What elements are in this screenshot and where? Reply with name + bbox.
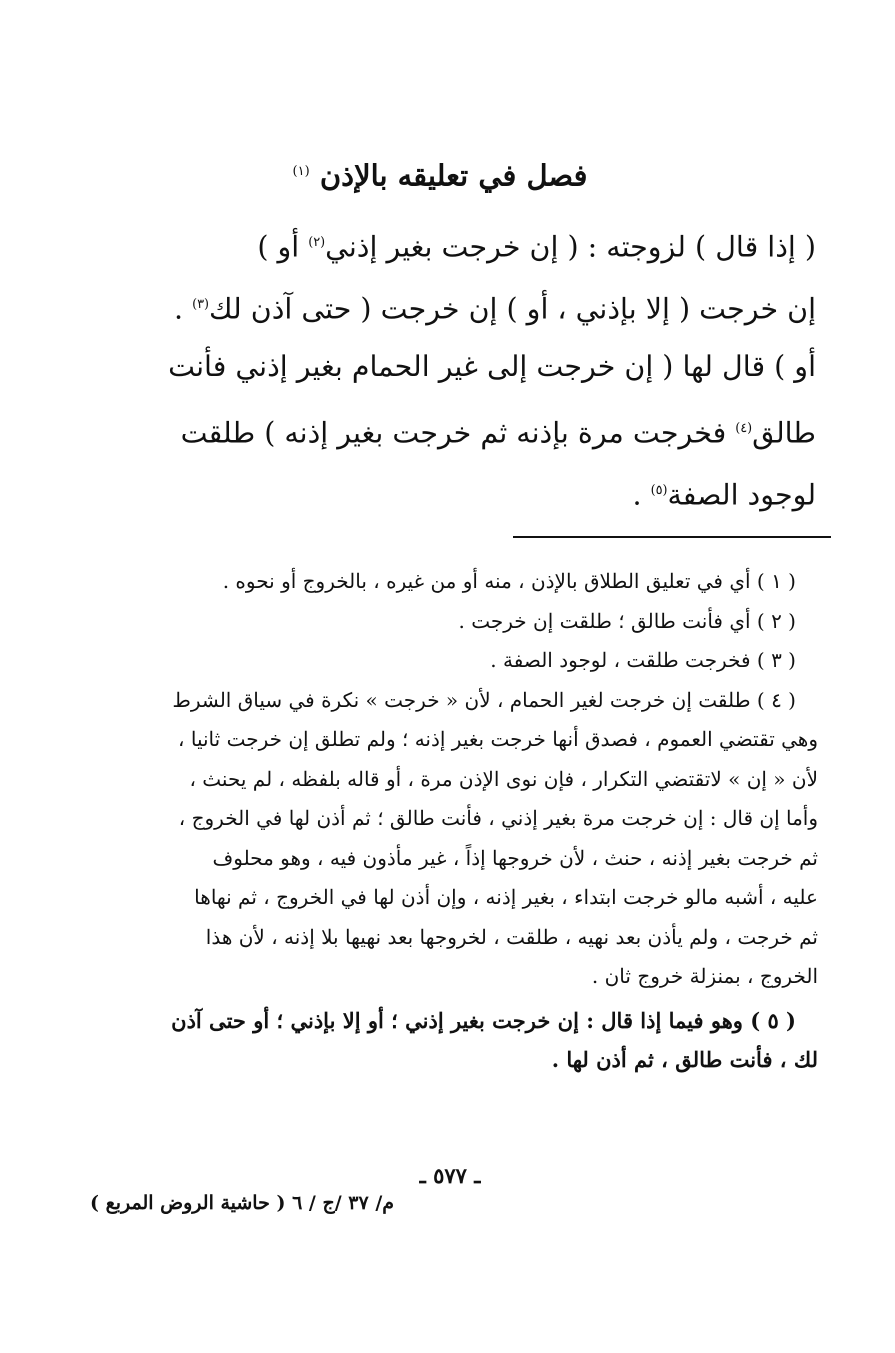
footnote-1 — [98, 562, 818, 602]
footnote-line: ( ٢ ) أي فأنت طالق ؛ طلقت إن خرجت . — [458, 608, 796, 633]
footnote-marker: (٥) — [650, 483, 668, 498]
footnotes — [98, 562, 818, 1080]
printer-signature: م/ ٣٧ /ج / ٦ ( حاشية الروض المربع ) — [90, 1192, 395, 1214]
footnote-3 — [98, 641, 818, 681]
footnote-marker: (٣) — [192, 297, 210, 312]
footnote-line: عليه ، أشبه مالو خرجت ابتداء ، بغير إذنه ، وإن أذن لها في الخروج ، ثم نهاها — [194, 885, 818, 909]
main-line: أو ) قال لها ( إن خرجت إلى غير الحمام بغير إذني فأنت — [168, 350, 816, 383]
footnote-marker: (٢) — [308, 235, 326, 250]
footnote-line: ( ٤ ) طلقت إن خرجت لغير الحمام ، لأن « خرجت » نكرة في سياق الشرط — [172, 687, 796, 712]
footnote-line: ( ٥ ) وهو فيما إذا قال : إن خرجت بغير إذني ؛ أو إلا بإذني ؛ أو حتى آذن — [171, 1007, 796, 1033]
footnote-line: وهي تقتضي العموم ، فصدق أنها خرجت بغير إذنه ؛ ولم تطلق إن خرجت ثانيا ، — [178, 727, 818, 751]
footnote-4 — [98, 681, 818, 997]
footnote-line: لك ، فأنت طالق ، ثم أذن لها . — [551, 1047, 818, 1072]
main-line: لوجود الصفة$^{(٥)}$ . — [632, 478, 816, 512]
main-text — [100, 212, 816, 522]
footnote-line: ( ٣ ) فخرجت طلقت ، لوجود الصفة . — [490, 648, 796, 672]
section-heading — [200, 150, 680, 198]
heading-footnote-marker: (١) — [292, 164, 310, 179]
footnote-line: ( ١ ) أي في تعليق الطلاق بالإذن ، منه أو من غيره ، بالخروج أو نحوه . — [222, 569, 796, 593]
footnote-line: لأن « إن » لاتقتضي التكرار ، فإن نوى الإذن مرة ، أو قاله بلفظه ، لم يحنث ، — [189, 766, 818, 791]
footnote-separator — [513, 536, 831, 538]
main-line: طالق$^{(٤)}$ فخرجت مرة بإذنه ثم خرجت بغير إذنه ) طلقت — [180, 416, 816, 450]
page-number: ـ ٥٧٧ ـ — [419, 1163, 481, 1188]
heading-text: فصل في تعليقه بالإذن — [319, 158, 588, 193]
footnote-marker: (٤) — [735, 421, 753, 436]
footnote-2 — [98, 602, 818, 642]
footnote-line: ثم خرجت ، ولم يأذن بعد نهيه ، طلقت ، لخروجها بعد نهيها بلا إذنه ، لأن هذا — [205, 924, 818, 949]
footnote-5 — [98, 1001, 818, 1080]
footnote-line: ثم خرجت بغير إذنه ، حنث ، لأن خروجها إذاً ، غير مأذون فيه ، وهو محلوف — [212, 845, 818, 870]
footnote-line: وأما إن قال : إن خرجت مرة بغير إذني ، فأنت طالق ؛ ثم أذن لها في الخروج ، — [178, 806, 818, 830]
main-line: ( إذا قال ) لزوجته : ( إن خرجت بغير إذني$^{(٢)}$ أو ) — [257, 230, 816, 264]
main-line: إن خرجت ( إلا بإذني ، أو ) إن خرجت ( حتى آذن لك$^{(٣)}$ . — [174, 292, 816, 326]
footnote-line: الخروج ، بمنزلة خروج ثان . — [591, 964, 818, 988]
